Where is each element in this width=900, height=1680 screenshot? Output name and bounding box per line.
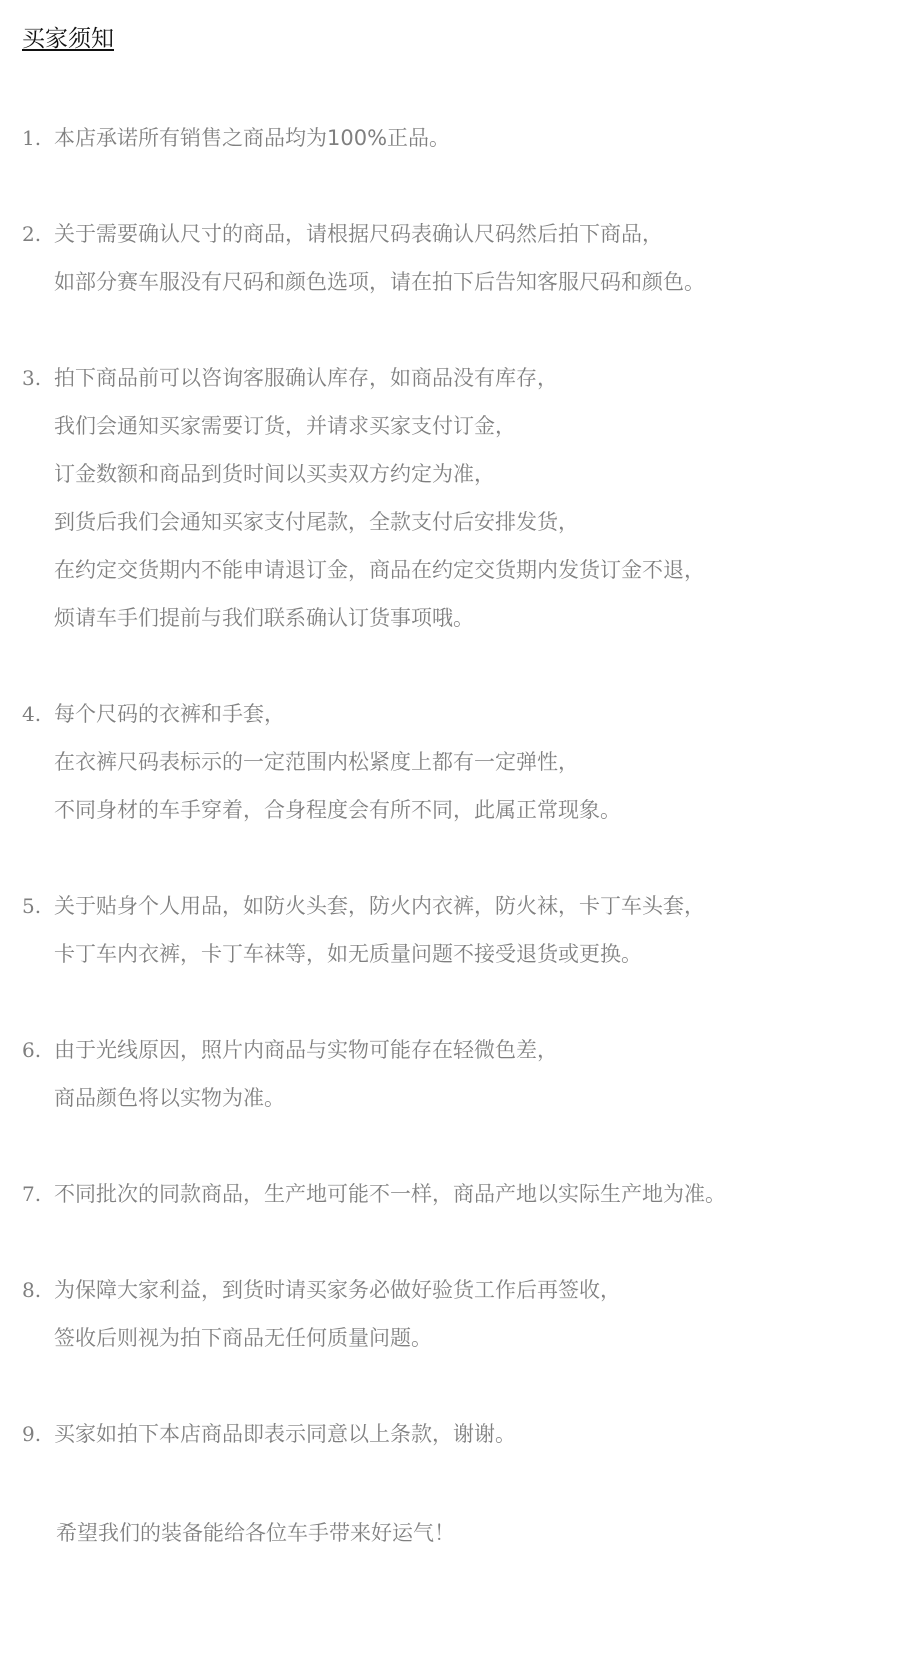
closing-message: 希望我们的装备能给各位车手带来好运气！ [56, 1521, 455, 1545]
notice-line: 不同批次的同款商品，生产地可能不一样，商品产地以实际生产地为准。 [54, 1182, 726, 1206]
notice-number: 2. [22, 222, 42, 246]
notice-number: 9. [22, 1422, 42, 1446]
notice-item [22, 1170, 892, 1218]
notice-number: 5. [22, 894, 42, 918]
notice-item [22, 354, 892, 642]
notice-item [22, 1266, 892, 1362]
notice-line: 拍下商品前可以咨询客服确认库存，如商品没有库存， [54, 366, 558, 390]
notice-line: 烦请车手们提前与我们联系确认订货事项哦。 [54, 606, 474, 630]
notice-item [22, 1026, 892, 1122]
notice-line: 每个尺码的衣裤和手套， [54, 702, 285, 726]
notice-line: 在约定交货期内不能申请退订金，商品在约定交货期内发货订金不退， [54, 558, 705, 582]
notice-line: 如部分赛车服没有尺码和颜色选项，请在拍下后告知客服尺码和颜色。 [54, 270, 705, 294]
notice-item [22, 1410, 892, 1458]
notice-line: 签收后则视为拍下商品无任何质量问题。 [54, 1326, 432, 1350]
notice-line: 订金数额和商品到货时间以买卖双方约定为准， [54, 462, 495, 486]
notice-number: 6. [22, 1038, 42, 1062]
notice-item [22, 114, 892, 162]
notice-line: 卡丁车内衣裤，卡丁车袜等，如无质量问题不接受退货或更换。 [54, 942, 642, 966]
notice-line: 本店承诺所有销售之商品均为100%正品。 [54, 126, 451, 150]
notice-line: 商品颜色将以实物为准。 [54, 1086, 285, 1110]
notice-line: 我们会通知买家需要订货，并请求买家支付订金， [54, 414, 516, 438]
notice-item [22, 210, 892, 306]
notice-number: 3. [22, 366, 42, 390]
notice-line: 不同身材的车手穿着，合身程度会有所不同，此属正常现象。 [54, 798, 621, 822]
notice-line: 到货后我们会通知买家支付尾款，全款支付后安排发货， [54, 510, 579, 534]
notice-line: 关于需要确认尺寸的商品，请根据尺码表确认尺码然后拍下商品， [54, 222, 663, 246]
page-title: 买家须知 [22, 26, 114, 52]
notice-number: 1. [22, 126, 42, 150]
notice-line: 在衣裤尺码表标示的一定范围内松紧度上都有一定弹性， [54, 750, 579, 774]
notice-item [22, 690, 892, 834]
notice-line: 为保障大家利益，到货时请买家务必做好验货工作后再签收， [54, 1278, 621, 1302]
notice-number: 7. [22, 1182, 42, 1206]
notice-line: 买家如拍下本店商品即表示同意以上条款，谢谢。 [54, 1422, 516, 1446]
notice-number: 4. [22, 702, 42, 726]
notice-item [22, 882, 892, 978]
notice-line: 由于光线原因，照片内商品与实物可能存在轻微色差， [54, 1038, 558, 1062]
notice-number: 8. [22, 1278, 42, 1302]
notice-line: 关于贴身个人用品，如防火头套，防火内衣裤，防火袜，卡丁车头套， [54, 894, 705, 918]
